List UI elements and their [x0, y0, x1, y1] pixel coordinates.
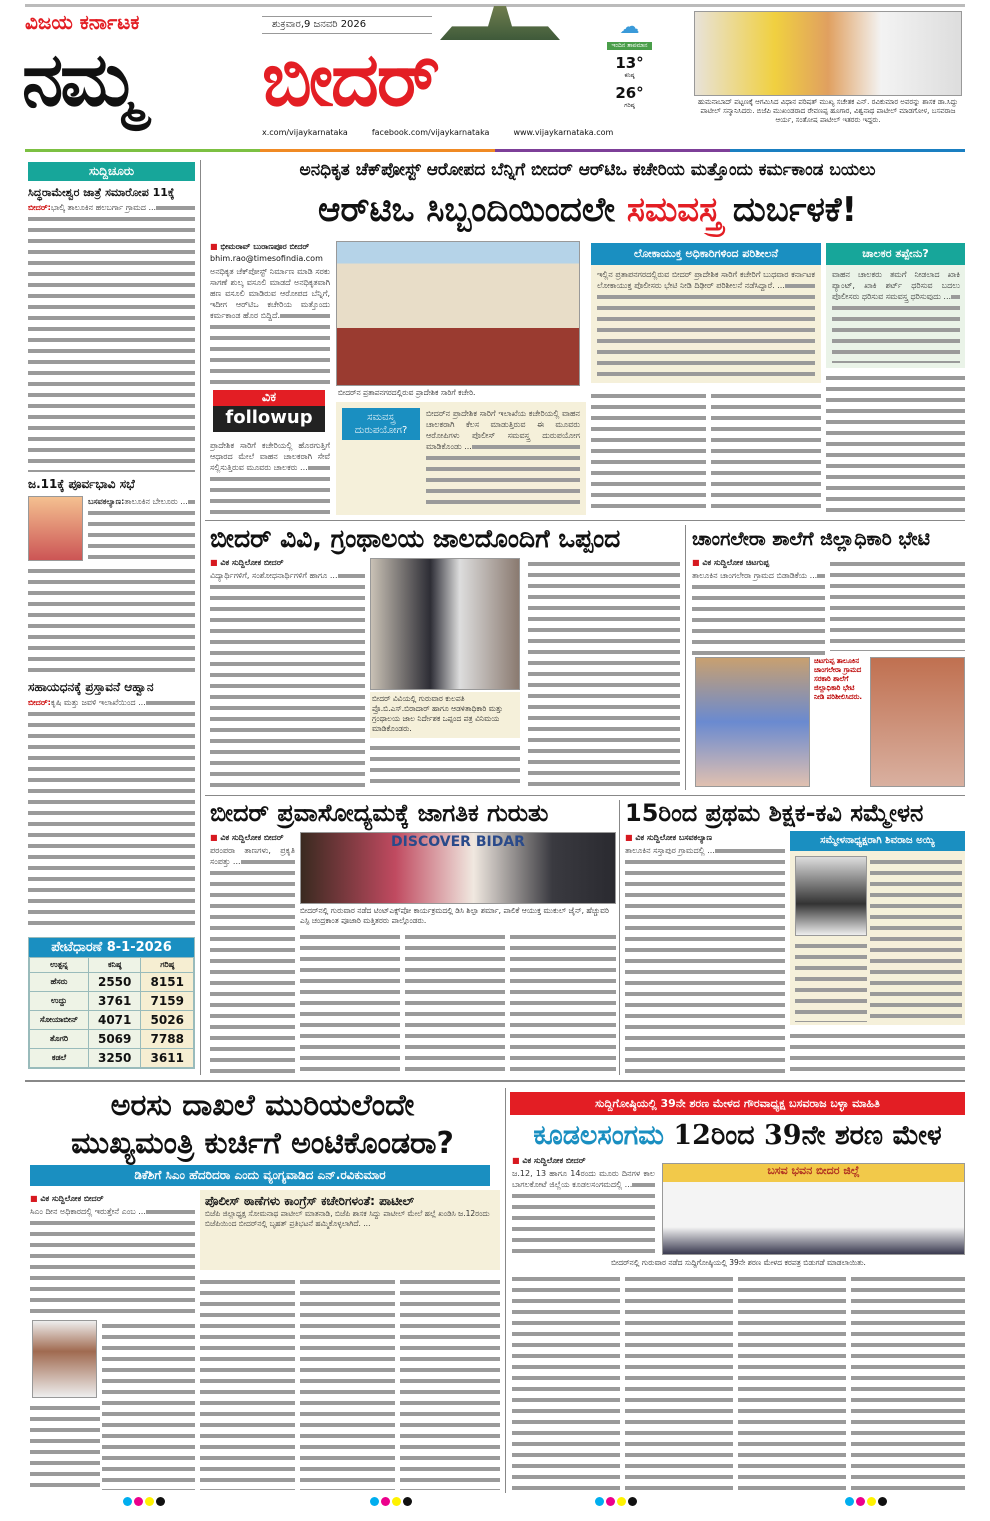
lead-headline: ಆರ್‌ಟಿಒ ಸಿಬ್ಬಂದಿಯಿಂದಲೇ ಸಮವಸ್ತ್ರ ದುರ್ಬಳಕೆ! — [318, 190, 857, 230]
x-link[interactable]: x.com/vijaykarnataka — [262, 128, 348, 137]
rto-office-photo — [336, 241, 580, 386]
price-value: 3611 — [141, 1049, 194, 1068]
registration-marks — [370, 1497, 412, 1506]
followup-body: ಪ್ರಾದೇಶಿಕ ಸಾರಿಗೆ ಕಚೇರಿಯಲ್ಲಿ ಹೊರಗುತ್ತಿಗೆ ಆಧಾರದ ಮೇಲೆ ವಾಹನ ಚಾಲಕರಾಗಿ ಸೇವೆ ಸಲ್ಲಿಸುತ್ತಿರುವ ಮೂವರು ಚಾಲಕರು ... — [210, 440, 330, 515]
commodity-name: ಉದ್ದು — [30, 992, 89, 1011]
box-title: ಲೋಕಾಯುಕ್ತ ಅಧಿಕಾರಿಗಳಿಂದ ಪರಿಶೀಲನೆ — [591, 243, 821, 265]
price-value: 4071 — [88, 1011, 141, 1030]
story-body: ತಾಲೂಕಿನ ಚಾಂಗಲೇರಾ ಗ್ರಾಮದ ಬಿಡಾಡಿಕೆಯ ... — [692, 570, 825, 655]
school-visit-photo-2 — [870, 657, 965, 787]
cloud-icon: ☁ — [619, 14, 640, 38]
story-body — [400, 1276, 500, 1490]
followup-badge: ವಿಕ followup — [213, 390, 325, 432]
lead-body-col — [591, 390, 706, 515]
byline: ■ ವಿಕ ಸುದ್ದಿಲೋಕ ಬೀದರ್ — [30, 1193, 195, 1204]
price-value: 3761 — [88, 992, 141, 1011]
story-body — [370, 742, 520, 790]
brief-title: ಸಹಾಯಧನಕ್ಕೆ ಪ್ರಸ್ತಾವನೆ ಆಹ್ವಾನ — [28, 680, 154, 694]
price-value: 5026 — [141, 1011, 194, 1030]
price-value: 2550 — [88, 973, 141, 992]
brand-logo: ವಿಜಯ ಕರ್ನಾಟಕ — [25, 10, 140, 34]
story-body — [625, 1273, 733, 1490]
box-body — [870, 856, 962, 1021]
lead-body: ಅನಧಿಕೃತ ಚೆಕ್‌ಪೋಸ್ಟ್ ನಿರ್ಮಾಣ ಮಾಡಿ ಸರಕು ಸಾಗಣೆ ಶುಲ್ಕ ವಸೂಲಿ ಮಾಡದೆ ಅನಧಿಕೃತವಾಗಿ ಹಣ ವಸೂಲಿ ಮಾಡಿರುವ ಆರೋಪದ ಬೆನ್ನಿಗೆ, ಇದೀಗ ಆರ್‌ಟಿಒ ಕಚೇರಿಯ ಮತ್ತೊಂದು ಕರ್ಮಕಾಂಡ ಹೊರ ಬಿದ್ದಿದೆ. — [210, 266, 330, 384]
brief-title: ಜ.11ಕ್ಕೆ ಪೂರ್ವಭಾವಿ ಸಭೆ — [28, 477, 135, 491]
story-headline: ಅರಸು ದಾಖಲೆ ಮುರಿಯಲೆಂದೇ ಮುಖ್ಯಮಂತ್ರಿ ಕುರ್ಚಿಗೆ ಅಂಟಿಕೊಂಡರಾ? — [71, 1088, 454, 1161]
masthead-photo — [694, 11, 962, 96]
story-body: ಜ.12, 13 ಹಾಗೂ 14ರಂದು ಮೂರು ದಿನಗಳ ಕಾಲ ಬಾಗಲಕೋಟೆ ಜಿಲ್ಲೆಯ ಕೂಡಲಸಂಗಮದಲ್ಲಿ ... — [512, 1168, 655, 1255]
box-title: ಸಮವಸ್ತ್ರ ದುರುಪಯೋಗ? — [342, 408, 420, 440]
section-header: ಸುದ್ದಿಚೂರು — [28, 162, 195, 181]
story-headline: ಕೂಡಲಸಂಗಮ 12ರಿಂದ 39ನೇ ಶರಣ ಮೇಳ — [533, 1120, 942, 1151]
price-value: 7788 — [141, 1030, 194, 1049]
story-body — [510, 931, 616, 1075]
commodity-name: ಕಡಲೆ — [30, 1049, 89, 1068]
photo-caption: ಬೀದರ್‌ನಲ್ಲಿ ಗುರುವಾರ ನಡೆದ ಟಿಂಟ್‌ಎಕ್ಸ್‌ಪೋ ಕಾರ್ಯಕ್ರಮದಲ್ಲಿ ಡಿಸಿ ಶಿಲ್ಪಾ ಶರ್ಮಾ, ಪಾಲಿಕೆ ಆಯುಕ್ತ ಮುಕುಲ್ ಜೈನ್, ಹೆಚ್ಚುವರಿ ಎಸ್ಪಿ ಚಂದ್ರಕಾಂತ ಪೂಜಾರಿ ಮತ್ತಿತರರು ಪಾಲ್ಗೊಂಡರು. — [300, 906, 609, 925]
registration-marks — [123, 1497, 165, 1506]
price-table-title: ಪೇಟೆಧಾರಣೆ 8-1-2026 — [29, 938, 194, 957]
price-row — [30, 1030, 194, 1049]
price-value: 7159 — [141, 992, 194, 1011]
commodity-name: ಸೋಯಾಬೀನ್ — [30, 1011, 89, 1030]
lokayukta-box: ಲೋಕಾಯುಕ್ತ ಅಧಿಕಾರಿಗಳಿಂದ ಪರಿಶೀಲನೆ ಇಲ್ಲಿನ ಪ್ರತಾಪನಗರದಲ್ಲಿರುವ ಬೀದರ್ ಪ್ರಾದೇಶಿಕ ಸಾರಿಗೆ ಕಚೇರಿಗೆ ಬುಧವಾರ ಕರ್ನಾಟಕ ಲೋಕಾಯುಕ್ತ ಪೊಲೀಸರು ಭೇಟಿ ನೀಡಿ ದಿಢೀರ್ ಪರಿಶೀಲನೆ ನಡೆಸಿದ್ದಾರೆ. ... — [591, 243, 821, 383]
registration-marks — [595, 1497, 637, 1506]
price-row — [30, 1049, 194, 1068]
masthead-photo-caption: ಹುಮನಾಬಾದ್ ಪಟ್ಟಣಕ್ಕೆ ಆಗಮಿಸಿದ ವಿಧಾನ ಪರಿಷತ್ ಮುಖ್ಯ ಸಚೇತಕ ಎನ್. ರವಿಕುಮಾರ ಅವರನ್ನು ಶಾಸಕ ಡಾ.ಸಿದ್ದು ಪಾಟೀಲ್ ಸನ್ಮಾನಿಸಿದರು. ಬಿಜೆಪಿ ಮುಖಂಡರಾದ ರೇವಣಪ್ಪ ಹೂಗಾರ, ವಿಶ್ವನಾಥ ಪಾಟೀಲ್ ಮಾಡಗೋಳ, ಬಸವರಾಜ ಆರ್ಯ, ಸಂತೋಷ ಪಾಟೀಲ್ ಇತರರು ಇದ್ದರು. — [697, 98, 959, 124]
price-table: ಪೇಟೆಧಾರಣೆ 8-1-2026 ಉತ್ಪನ್ನ ಕನಿಷ್ಠ ಗರಿಷ್ಠ ಹೆಸರು 2550 8151 ಉದ್ದು 3761 7159 ಸೋಯಾಬೀನ್ 4071 5026 ತೊಗರಿ 5069 7788 ಕಡಲೆ 3250 3611 — [28, 937, 195, 1069]
story-headline: ಚಾಂಗಲೇರಾ ಶಾಲೆಗೆ ಜಿಲ್ಲಾಧಿಕಾರಿ ಭೇಟಿ — [692, 528, 930, 550]
story-body — [528, 558, 680, 790]
commodity-name: ತೊಗರಿ — [30, 1030, 89, 1049]
story-body — [405, 931, 505, 1075]
price-row — [30, 992, 194, 1011]
person-photo — [32, 1320, 97, 1398]
story-body — [102, 1320, 195, 1490]
uniform-misuse-box: ಸಮವಸ್ತ್ರ ದುರುಪಯೋಗ? ಬೀದರ್‌ನ ಪ್ರಾದೇಶಿಕ ಸಾರಿಗೆ ಇಲಾಖೆಯ ಕಚೇರಿಯಲ್ಲಿ ವಾಹನ ಚಾಲಕರಾಗಿ ಕೆಲಸ ಮಾಡುತ್ತಿರುವ ಈ ಮೂವರು ಆರೋಪಿಗಳು ಪೊಲೀಸ್ ಸಮವಸ್ತ್ರ ದುರುಪಯೋಗ ಮಾಡಿಕೊಂಡು ... — [336, 402, 586, 515]
byline: ■ ವಿಕ ಸುದ್ದಿಲೋಕ ಬಸವಕಲ್ಯಾಣ — [625, 832, 785, 843]
byline: ■ ವಿಕ ಸುದ್ದಿಲೋಕ ಬೀದರ್ — [210, 557, 365, 568]
brief-title: ಸಿದ್ಧರಾಮೇಶ್ವರ ಜಾತ್ರೆ ಸಮಾರೋಪ 11ಕ್ಕೆ — [28, 186, 175, 199]
tourism-photo: DISCOVER BIDAR — [300, 832, 616, 904]
story-body: ತಾಲೂಕಿನ ಸಸ್ತಾಪುರ ಗ್ರಾಮದಲ್ಲಿ ... — [625, 845, 785, 1075]
price-row — [30, 1011, 194, 1030]
weather-widget: ☁ ಇಂದಿನ ತಾಪಮಾನ 13° ಕನಿಷ್ಠ 26° ಗರಿಷ್ಠ — [607, 14, 652, 110]
story-body — [851, 1273, 965, 1490]
sharana-mela-photo: ಬಸವ ಭವನ ಬೀದರ ಜಿಲ್ಲೆ — [662, 1163, 965, 1255]
registration-marks — [845, 1497, 887, 1506]
price-value: 8151 — [141, 973, 194, 992]
author-email[interactable]: bhim.rao@timesofindia.com — [210, 254, 323, 263]
brief-body: ಬಸವಕಲ್ಯಾಣ:ತಾಲೂಕಿನ ಬೇಲೂರು ... — [88, 496, 195, 561]
story-body — [830, 558, 965, 651]
brief-body-cont — [28, 565, 195, 675]
lead-kicker: ಅನಧಿಕೃತ ಚೆಕ್‌ಪೋಸ್ಟ್ ಆರೋಪದ ಬೆನ್ನಿಗೆ ಬೀದರ್ ಆರ್‌ಟಿಒ ಕಚೇರಿಯ ಮತ್ತೊಂದು ಕರ್ಮಕಾಂಡ ಬಯಲು — [299, 160, 876, 180]
social-links — [262, 128, 613, 138]
title-right: ಬೀದರ್ — [262, 37, 438, 123]
commodity-name: ಹೆಸರು — [30, 973, 89, 992]
story-body: ವಿದ್ಯಾರ್ಥಿಗಳಿಗೆ, ಸಂಶೋಧನಾರ್ಥಿಗಳಿಗೆ ಹಾಗೂ ... — [210, 570, 365, 790]
byline: ■ ವಿಕ ಸುದ್ದಿಲೋಕ ಬೀದರ್ — [210, 832, 298, 843]
story-body: ಸಿಎಂ ದೀನ ಅಧಿಕಾರದಲ್ಲಿ ಇರುತ್ತೇನೆ ಎಂಬ ... — [30, 1206, 195, 1316]
date: ಶುಕ್ರವಾರ,9 ಜನವರಿ 2026 — [262, 16, 432, 34]
lead-body-col — [826, 372, 965, 515]
story-body — [300, 1276, 395, 1490]
mou-photo — [370, 558, 520, 690]
monument-illustration — [440, 6, 560, 40]
colored-rule — [25, 149, 965, 152]
photo-caption: ಬೀದರ್ ವಿವಿಯಲ್ಲಿ ಗುರುವಾರ ಕುಲಪತಿ ಪ್ರೊ.ಬಿ.ಎಸ್.ಬಿರಾದಾರ್ ಹಾಗೂ ಆಡಳಿತಾಧಿಕಾರಿ ಮತ್ತು ಗ್ರಂಥಾಲಯ ಜಾಲ ನಿರ್ದೇಶಕ ಒಪ್ಪಂದ ಪತ್ರ ವಿನಿಮಯ ಮಾಡಿಕೊಂಡರು. — [370, 692, 520, 738]
price-value: 3250 — [88, 1049, 141, 1068]
brief-body: ಬೀದರ್:ಭಾಲ್ಕಿ ತಾಲೂಕಿನ ಹಲಬರ್ಗಾ ಗ್ರಾಮದ ... — [28, 202, 195, 472]
price-value: 5069 — [88, 1030, 141, 1049]
box-body — [795, 940, 867, 1022]
box-title: ಚಾಲಕರ ತಪ್ಪೇನು? — [826, 243, 965, 265]
story-body — [738, 1273, 846, 1490]
person-photo — [795, 856, 867, 936]
photo-caption: ಬೀದರ್‌ನಲ್ಲಿ ಗುರುವಾರ ನಡೆದ ಸುದ್ದಿಗೋಷ್ಠಿಯಲ್ಲಿ 39ನೇ ಶರಣ ಮೇಳದ ಕರಪತ್ರ ಬಿಡುಗಡೆ ಮಾಡಲಾಯಿತು. — [611, 1258, 866, 1267]
story-subheadline: ಡಿಕೆಶಿಗೆ ಸಿಎಂ ಹೆದರಿದರಾ ಎಂದು ವ್ಯಂಗ್ಯವಾಡಿದ ಎನ್.ರವಿಕುಮಾರ — [30, 1165, 490, 1186]
story-body — [790, 1030, 965, 1075]
story-body: ಪರಂಪರಾ ತಾಣಗಳು, ಪ್ರಕೃತಿ ಸಂಪತ್ತು ... — [210, 845, 295, 1075]
person-photo — [28, 496, 83, 561]
lead-body-col — [711, 390, 821, 515]
school-visit-photo — [695, 657, 810, 787]
story-body — [30, 1402, 100, 1490]
title-left: ನಮ್ಮ — [22, 37, 138, 123]
byline: ■ ವಿಕ ಸುದ್ದಿಲೋಕ ಚಿಟಗುಪ್ಪ — [692, 557, 825, 568]
box-body: ಬಿಜೆಪಿ ಜಿಲ್ಲಾಧ್ಯಕ್ಷ ಸೋಮನಾಥ ಪಾಟೀಲ್ ಮಾತನಾಡಿ, ಬಿಜೆಪಿ ಶಾಸಕ ಸಿದ್ದು ಪಾಟೀಲ್ ಮೇಲೆ ಹಲ್ಲೆ ಖಂಡಿಸಿ ಜ.12ರಂದು ಬಿಜೆಪಿಯಿಂದ ಬೀದರ್‌ನಲ್ಲಿ ಬೃಹತ್ ಪ್ರತಿಭಟನೆ ಹಮ್ಮಿಕೊಳ್ಳಲಾಗಿದೆ. ... — [205, 1209, 490, 1228]
story-body — [200, 1276, 295, 1490]
price-row — [30, 973, 194, 992]
facebook-link[interactable]: facebook.com/vijaykarnataka — [371, 128, 490, 137]
story-strap: ಸುದ್ದಿಗೋಷ್ಠಿಯಲ್ಲಿ 39ನೇ ಶರಣ ಮೇಳದ ಗೌರವಾಧ್ಯಕ್ಷ ಬಸವರಾಜ ಬಳ್ಳಾ ಮಾಹಿತಿ — [510, 1092, 965, 1115]
website-link[interactable]: www.vijaykarnataka.com — [513, 128, 614, 137]
photo-caption: ಬೀದರ್‌ನ ಪ್ರತಾಪನಗರದಲ್ಲಿರುವ ಪ್ರಾದೇಶಿಕ ಸಾರಿಗೆ ಕಚೇರಿ. — [338, 388, 476, 397]
box-title: ಪೊಲೀಸ್ ಠಾಣೆಗಳು ಕಾಂಗ್ರೆಸ್ ಕಚೇರಿಗಳಂತೆ: ಪಾಟೀಲ್ — [205, 1194, 415, 1208]
police-box — [200, 1190, 500, 1270]
story-headline: 15ರಿಂದ ಪ್ರಥಮ ಶಿಕ್ಷಕ-ಕವಿ ಸಮ್ಮೇಳನ — [625, 799, 924, 827]
brief-body: ಬೀದರ್:ಕೃಷಿ ಮತ್ತು ಜವಳಿ ಇಲಾಖೆಯಿಂದ ... — [28, 697, 195, 929]
story-body — [300, 931, 400, 1075]
byline: ■ ಭೀಮರಾವ್ ಬುರಾಣಪೂರ ಬೀದರ್ — [210, 241, 330, 252]
story-headline: ಬೀದರ್ ವಿವಿ, ಗ್ರಂಥಾಲಯ ಜಾಲದೊಂದಿಗೆ ಒಪ್ಪಂದ — [210, 524, 621, 553]
box-title: ಸಮ್ಮೇಳನಾಧ್ಯಕ್ಷರಾಗಿ ಶಿವರಾಜ ಅಯ್ಯಿ — [790, 831, 965, 851]
drivers-box: ಚಾಲಕರ ತಪ್ಪೇನು? ವಾಹನ ಚಾಲಕರು ತಮಗೆ ನೀಡಲಾದ ಖಾಕಿ ಪ್ಯಾಂಟ್, ಖಾಕಿ ಶರ್ಟ್ ಧರಿಸುವ ಬದಲು ಪೊಲೀಸರು ಧರಿಸುವ ಸಮವಸ್ತ್ರ ಧರಿಸುವುದು ... — [826, 243, 965, 368]
story-headline: ಬೀದರ್ ಪ್ರವಾಸೋದ್ಯಮಕ್ಕೆ ಜಾಗತಿಕ ಗುರುತು — [210, 799, 549, 827]
photo-caption: ಚಿಟಗುಪ್ಪ ತಾಲೂಕಿನ ಚಾಂಗಲೇರಾ ಗ್ರಾಮದ ಸರಕಾರಿ ಶಾಲೆಗೆ ಜಿಲ್ಲಾಧಿಕಾರಿ ಭೇಟಿ ನೀಡಿ ಪರಿಶೀಲಿಸಿದರು. — [814, 657, 863, 701]
story-body — [512, 1273, 620, 1490]
byline: ■ ವಿಕ ಸುದ್ದಿಲೋಕ ಬೀದರ್ — [512, 1155, 655, 1166]
